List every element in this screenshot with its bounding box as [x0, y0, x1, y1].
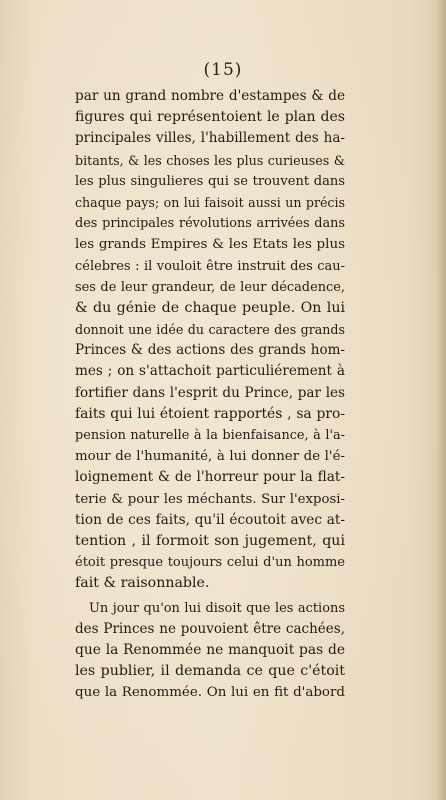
- text-line: ses de leur grandeur, de leur décadence,: [75, 279, 345, 295]
- text-line: donnoit une idée du caractere des grands: [75, 322, 345, 338]
- text-line: des principales révolutions arrivées dans: [75, 216, 345, 232]
- text-line: par un grand nombre d'estampes & de: [75, 88, 345, 104]
- text-line: & du génie de chaque peuple. On lui: [75, 299, 345, 316]
- page-gutter-shadow: [436, 0, 446, 800]
- text-line: loignement & de l'horreur pour la flat-: [75, 469, 345, 486]
- text-line: tion de ces faits, qu'il écoutoit avec at-: [75, 511, 345, 528]
- paragraph-2: [75, 598, 345, 704]
- text-line: principales villes, l'habillement des ha-: [75, 130, 345, 147]
- page-number: (15): [203, 60, 243, 80]
- text-line: étoit presque toujours celui d'un homme: [75, 555, 345, 571]
- text-line: célebres : il vouloit être instruit des cau-: [75, 258, 345, 274]
- text-line: Princes & des actions des grands hom-: [75, 342, 345, 359]
- body-text: [75, 86, 345, 703]
- text-line: figures qui représentoient le plan des: [75, 109, 345, 126]
- text-line: chaque pays; on lui faisoit aussi un précis: [75, 194, 345, 210]
- text-line: bitants, & les choses les plus curieuses &: [75, 152, 345, 168]
- text-line: que la Renommée ne manquoit pas de: [75, 641, 345, 658]
- text-line: les publier, il demanda ce que c'étoit: [75, 663, 345, 680]
- text-line: Un jour qu'on lui disoit que les actions: [89, 600, 345, 616]
- text-line: tention , il formoit son jugement, qui: [75, 532, 345, 549]
- text-line: mour de l'humanité, à lui donner de l'é-: [75, 449, 345, 465]
- paragraph-1: [75, 86, 345, 595]
- text-line: mes ; on s'attachoit particuliérement à: [75, 363, 345, 380]
- text-line: pension naturelle à la bienfaisance, à l'a-: [75, 428, 345, 443]
- text-line: fait & raisonnable.: [75, 575, 210, 592]
- text-line: les plus singulieres qui se trouvent dans: [75, 173, 345, 189]
- text-line: les grands Empires & les Etats les plus: [75, 237, 345, 253]
- text-line: fortifier dans l'esprit du Prince, par les: [75, 384, 345, 401]
- text-line: faits qui lui étoient rapportés , sa pro-: [75, 405, 345, 422]
- text-line: terie & pour les méchants. Sur l'exposi-: [75, 491, 345, 507]
- text-line: des Princes ne pouvoient être cachées,: [75, 620, 345, 637]
- text-line: que la Renommée. On lui en fit d'abord: [75, 685, 345, 701]
